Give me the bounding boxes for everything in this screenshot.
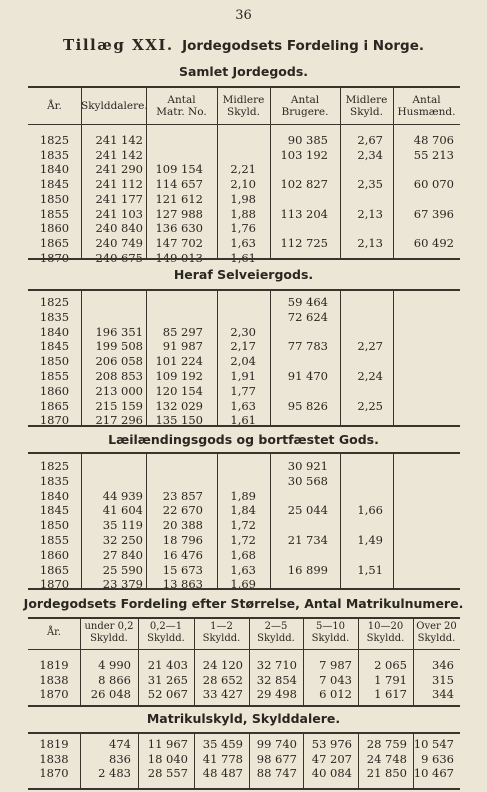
data-cell: 1,91 <box>230 369 256 383</box>
data-cell: 35 459 <box>202 737 243 751</box>
data-cell: 88 747 <box>256 766 297 780</box>
year-cell: 1865 <box>39 398 70 413</box>
data-cell: 28 759 <box>366 737 407 751</box>
data-cell: 10 467 <box>413 766 454 780</box>
data-cell: 99 740 <box>256 737 297 751</box>
header-rule <box>28 124 460 125</box>
year-cell: 1860 <box>39 383 70 398</box>
data-cell: 2,13 <box>357 206 383 221</box>
data-cell: 136 630 <box>155 221 203 236</box>
page-number: 36 <box>235 8 252 23</box>
data-cell: 474 <box>109 737 131 751</box>
data-cell: 1,61 <box>230 250 256 265</box>
column-header: 2—5 Skyldd. <box>257 621 295 644</box>
data-cell: 21 403 <box>147 658 188 672</box>
data-cell: 2,30 <box>230 324 256 339</box>
data-cell: 48 487 <box>202 766 243 780</box>
data-cell: 29 498 <box>256 687 297 701</box>
header-rule <box>28 649 460 650</box>
year-cell: 1850 <box>39 354 70 369</box>
year-cell: 1870 <box>39 577 70 592</box>
data-cell: 60 492 <box>413 235 454 250</box>
data-cell: 32 854 <box>256 672 297 687</box>
section-bottom-rule <box>28 425 460 427</box>
data-cell: 2,04 <box>230 354 256 369</box>
data-cell: 1 791 <box>374 672 407 687</box>
section-title: Matrikulskyld, Skylddalere. <box>146 711 341 726</box>
year-cell: 1840 <box>39 488 70 503</box>
column-header: Antal Husmænd. <box>397 94 456 118</box>
data-cell: 1,84 <box>230 503 256 518</box>
data-cell: 7 043 <box>319 672 352 687</box>
data-cell: 109 192 <box>155 369 203 383</box>
data-cell: 2,21 <box>230 162 256 177</box>
data-cell: 24 748 <box>366 751 407 766</box>
data-cell: 2 065 <box>374 658 407 672</box>
section-title: Læilændingsgods og bortfæstet Gods. <box>108 432 379 447</box>
data-cell: 1,72 <box>230 533 256 547</box>
data-cell: 23 857 <box>162 488 203 503</box>
year-cell: 1825 <box>39 295 70 309</box>
data-cell: 30 921 <box>287 459 328 473</box>
data-cell: 215 159 <box>95 398 143 413</box>
data-cell: 91 987 <box>162 339 203 354</box>
column-header: Midlere Skyld. <box>345 94 388 118</box>
table-bottom-rule <box>28 788 460 790</box>
data-cell: 1,77 <box>230 383 256 398</box>
data-cell: 135 150 <box>155 413 203 428</box>
data-cell: 9 636 <box>421 751 454 766</box>
year-cell: 1850 <box>39 191 70 206</box>
data-cell: 1,63 <box>230 562 256 577</box>
year-cell: 1865 <box>39 562 70 577</box>
data-cell: 103 192 <box>280 147 328 162</box>
data-cell: 52 067 <box>147 687 188 701</box>
data-cell: 113 204 <box>280 206 328 221</box>
data-cell: 2,24 <box>357 369 383 383</box>
data-cell: 41 778 <box>202 751 243 766</box>
data-cell: 1,61 <box>230 413 256 428</box>
data-cell: 10 547 <box>413 737 454 751</box>
data-cell: 1,68 <box>230 547 256 562</box>
data-cell: 13 863 <box>162 577 203 592</box>
data-cell: 31 265 <box>147 672 188 687</box>
data-cell: 90 385 <box>287 133 328 147</box>
data-cell: 95 826 <box>287 398 328 413</box>
year-cell: 1855 <box>39 369 70 383</box>
year-cell: 1840 <box>39 324 70 339</box>
data-cell: 127 988 <box>155 206 203 221</box>
document-title-part2: Jordegodsets Fordeling i Norge. <box>182 38 424 54</box>
data-cell: 1,66 <box>357 503 383 518</box>
year-cell: 1819 <box>39 658 69 672</box>
column-header: År. <box>47 100 62 112</box>
data-cell: 6 012 <box>319 687 352 701</box>
data-cell: 98 677 <box>256 751 297 766</box>
data-cell: 241 142 <box>95 133 143 147</box>
data-cell: 18 796 <box>162 533 203 547</box>
data-cell: 24 120 <box>202 658 243 672</box>
data-cell: 85 297 <box>162 324 203 339</box>
data-cell: 241 112 <box>95 177 143 192</box>
year-cell: 1845 <box>39 503 70 518</box>
table-bottom-rule <box>28 258 460 260</box>
data-cell: 217 296 <box>95 413 143 428</box>
data-cell: 208 853 <box>95 369 143 383</box>
data-cell: 16 899 <box>287 562 328 577</box>
data-cell: 240 675 <box>95 250 143 265</box>
year-cell: 1860 <box>39 221 70 236</box>
year-cell: 1865 <box>39 235 70 250</box>
year-cell: 1870 <box>39 766 69 780</box>
year-cell: 1850 <box>39 518 70 533</box>
data-cell: 147 702 <box>155 235 203 250</box>
data-cell: 47 207 <box>311 751 352 766</box>
data-cell: 53 976 <box>311 737 352 751</box>
data-cell: 18 040 <box>147 751 188 766</box>
data-cell: 2,67 <box>357 133 383 147</box>
data-cell: 2,25 <box>357 398 383 413</box>
data-cell: 91 470 <box>287 369 328 383</box>
data-cell: 120 154 <box>155 383 203 398</box>
data-cell: 213 000 <box>95 383 143 398</box>
table-top-rule <box>28 732 460 734</box>
column-header: Antal Brugere. <box>281 94 329 118</box>
data-cell: 241 103 <box>95 206 143 221</box>
data-cell: 206 058 <box>95 354 143 369</box>
data-cell: 21 734 <box>287 533 328 547</box>
data-cell: 114 657 <box>155 177 203 192</box>
data-cell: 72 624 <box>287 309 328 324</box>
data-cell: 109 154 <box>155 162 203 177</box>
table-top-rule <box>28 617 460 619</box>
year-cell: 1835 <box>39 147 70 162</box>
data-cell: 20 388 <box>162 518 203 533</box>
column-header: Antal Matr. No. <box>156 94 207 118</box>
data-cell: 1,76 <box>230 221 256 236</box>
column-header: Midlere Skyld. <box>222 94 265 118</box>
data-cell: 48 706 <box>413 133 454 147</box>
data-cell: 2,17 <box>230 339 256 354</box>
data-cell: 60 070 <box>413 177 454 192</box>
year-cell: 1835 <box>39 473 70 488</box>
data-cell: 28 652 <box>202 672 243 687</box>
data-cell: 241 290 <box>95 162 143 177</box>
year-cell: 1860 <box>39 547 70 562</box>
data-cell: 241 142 <box>95 147 143 162</box>
data-cell: 22 670 <box>162 503 203 518</box>
year-cell: 1835 <box>39 309 70 324</box>
year-cell: 1838 <box>39 672 69 687</box>
data-cell: 2,27 <box>357 339 383 354</box>
data-cell: 15 673 <box>162 562 203 577</box>
data-cell: 8 866 <box>98 672 131 687</box>
data-cell: 25 044 <box>287 503 328 518</box>
year-cell: 1870 <box>39 687 69 701</box>
column-header: Skylddalere. <box>81 100 148 112</box>
column-header: År. <box>46 627 62 638</box>
data-cell: 55 213 <box>413 147 454 162</box>
data-cell: 1,88 <box>230 206 256 221</box>
data-cell: 40 084 <box>311 766 352 780</box>
data-cell: 1 617 <box>374 687 407 701</box>
data-cell: 1,63 <box>230 235 256 250</box>
column-header: 10—20 Skyldd. <box>366 621 405 644</box>
year-cell: 1855 <box>39 533 70 547</box>
year-cell: 1870 <box>39 250 70 265</box>
section-top-rule <box>28 452 460 454</box>
data-cell: 2,35 <box>357 177 383 192</box>
year-cell: 1825 <box>39 133 70 147</box>
data-cell: 30 568 <box>287 473 328 488</box>
data-cell: 149 013 <box>155 250 203 265</box>
column-header: 5—10 Skyldd. <box>311 621 350 644</box>
data-cell: 32 710 <box>256 658 297 672</box>
data-cell: 2 483 <box>98 766 131 780</box>
data-cell: 836 <box>109 751 131 766</box>
data-cell: 315 <box>432 672 454 687</box>
data-cell: 1,98 <box>230 191 256 206</box>
data-cell: 1,63 <box>230 398 256 413</box>
data-cell: 241 177 <box>95 191 143 206</box>
data-cell: 1,69 <box>230 577 256 592</box>
table-bottom-rule <box>28 705 460 707</box>
data-cell: 1,49 <box>357 533 383 547</box>
data-cell: 59 464 <box>287 295 328 309</box>
column-divider <box>393 289 394 425</box>
data-cell: 121 612 <box>155 191 203 206</box>
data-cell: 112 725 <box>280 235 328 250</box>
data-cell: 25 590 <box>102 562 143 577</box>
data-cell: 4 990 <box>98 658 131 672</box>
data-cell: 2,13 <box>357 235 383 250</box>
data-cell: 2,34 <box>357 147 383 162</box>
section-title: Jordegodsets Fordeling efter Størrelse, Antal Matrikulnumere. <box>23 596 464 611</box>
data-cell: 102 827 <box>280 177 328 192</box>
data-cell: 27 840 <box>102 547 143 562</box>
column-header: under 0,2 Skyldd. <box>84 621 134 644</box>
column-header: Over 20 Skyldd. <box>416 621 457 644</box>
column-divider <box>393 452 394 588</box>
data-cell: 41 604 <box>102 503 143 518</box>
section-top-rule <box>28 289 460 291</box>
data-cell: 344 <box>432 687 454 701</box>
data-cell: 346 <box>432 658 454 672</box>
data-cell: 33 427 <box>202 687 243 701</box>
data-cell: 1,51 <box>357 562 383 577</box>
data-cell: 1,72 <box>230 518 256 533</box>
year-cell: 1819 <box>39 737 69 751</box>
data-cell: 32 250 <box>102 533 143 547</box>
year-cell: 1838 <box>39 751 69 766</box>
data-cell: 23 379 <box>102 577 143 592</box>
data-cell: 7 987 <box>319 658 352 672</box>
data-cell: 240 840 <box>95 221 143 236</box>
section-title: Heraf Selveiergods. <box>173 267 314 282</box>
document-title <box>0 36 487 54</box>
data-cell: 44 939 <box>102 488 143 503</box>
data-cell: 67 396 <box>413 206 454 221</box>
year-cell: 1855 <box>39 206 70 221</box>
data-cell: 132 029 <box>155 398 203 413</box>
data-cell: 28 557 <box>147 766 188 780</box>
document-title-part1: Tillæg XXI. <box>63 36 174 54</box>
year-cell: 1845 <box>39 339 70 354</box>
year-cell: 1840 <box>39 162 70 177</box>
data-cell: 35 119 <box>102 518 143 533</box>
year-cell: 1870 <box>39 413 70 428</box>
column-header: 1—2 Skyldd. <box>202 621 241 644</box>
data-cell: 21 850 <box>366 766 407 780</box>
year-cell: 1825 <box>39 459 70 473</box>
section-title: Samlet Jordegods. <box>178 64 309 79</box>
data-cell: 196 351 <box>95 324 143 339</box>
data-cell: 77 783 <box>287 339 328 354</box>
data-cell: 240 749 <box>95 235 143 250</box>
column-header: 0,2—1 Skyldd. <box>147 621 185 644</box>
data-cell: 26 048 <box>90 687 131 701</box>
year-cell: 1845 <box>39 177 70 192</box>
data-cell: 16 476 <box>162 547 203 562</box>
table-top-rule <box>28 86 460 88</box>
section-bottom-rule <box>28 588 460 590</box>
data-cell: 11 967 <box>147 737 188 751</box>
data-cell: 2,10 <box>230 177 256 192</box>
data-cell: 199 508 <box>95 339 143 354</box>
data-cell: 101 224 <box>155 354 203 369</box>
data-cell: 1,89 <box>230 488 256 503</box>
